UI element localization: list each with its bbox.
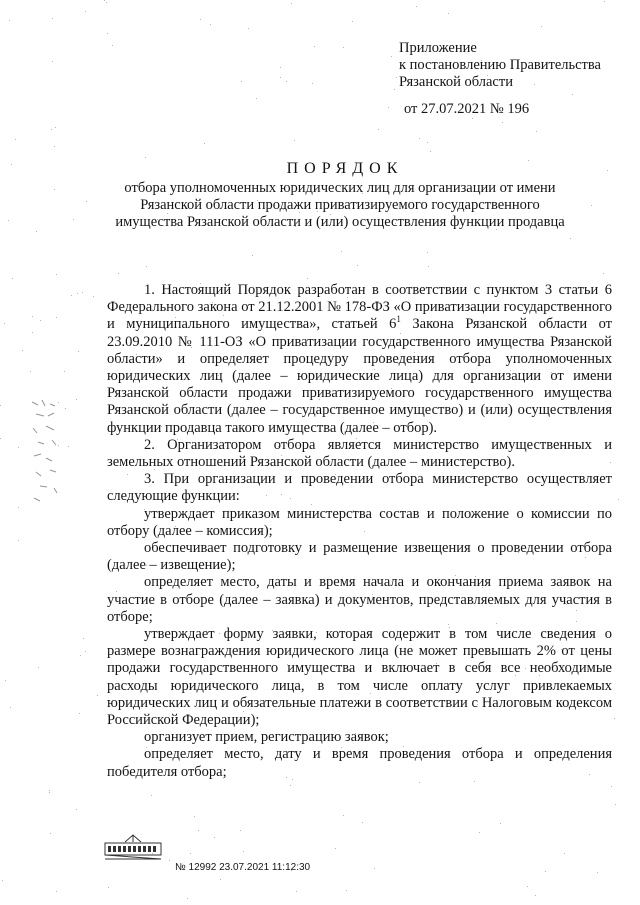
noise-dot xyxy=(0,405,1,406)
noise-dot xyxy=(85,651,86,652)
noise-dot xyxy=(307,278,308,279)
noise-dot xyxy=(108,887,109,888)
noise-dot xyxy=(169,860,170,861)
noise-dot xyxy=(570,238,571,239)
noise-dot xyxy=(294,140,295,141)
noise-dot xyxy=(68,446,69,447)
paragraph-1: 1. Настоящий Порядок разработан в соответствии с пунктом 3 статьи 6 Федерального закона от 21.12.2001 № 178-ФЗ «О приватизации государственного и муниципального имущества», статьей $6^1$ Закона Рязанской области от 23.09.2010 № 111-ОЗ «О приватизации государственного имущества Рязанской области» и определяет процедуру проведения отбора уполномоченных юридических лиц (далее – юридические лица) для организации от имени Рязанской области продажи приватизируемого государственного имущества Рязанской области (далее – государственное имущество) и (или) осуществления функции продавца такого имущества (далее – отбор). xyxy=(107,282,612,436)
noise-dot xyxy=(200,19,201,20)
noise-dot xyxy=(479,832,480,833)
noise-dot xyxy=(15,139,16,140)
noise-dot xyxy=(73,219,74,220)
noise-dot xyxy=(187,898,188,899)
noise-dot xyxy=(248,28,249,29)
noise-dot xyxy=(527,886,528,887)
noise-dot xyxy=(86,201,87,202)
noise-dot xyxy=(8,220,9,221)
document-body xyxy=(107,282,612,781)
noise-dot xyxy=(145,157,146,158)
noise-dot xyxy=(280,77,281,78)
paragraph-2: 2. Организатором отбора является министерство имущественных и земельных отношений Рязанской области (далее – министерство). xyxy=(107,436,612,471)
noise-dot xyxy=(343,815,344,816)
noise-dot xyxy=(611,786,612,787)
noise-dot xyxy=(190,853,191,854)
noise-dot xyxy=(198,830,199,831)
superscript: 1 xyxy=(396,314,401,325)
document-title: ПОРЯДОК xyxy=(286,160,404,177)
noise-dot xyxy=(430,151,431,152)
noise-dot xyxy=(5,680,6,681)
noise-dot xyxy=(104,0,105,1)
noise-dot xyxy=(597,872,598,873)
noise-dot xyxy=(97,695,98,696)
appendix-line-3: Рязанской области xyxy=(399,74,513,90)
noise-dot xyxy=(51,129,52,130)
noise-dot xyxy=(77,293,78,294)
noise-dot xyxy=(396,77,397,78)
noise-dot xyxy=(374,868,375,869)
noise-dot xyxy=(448,13,449,14)
noise-dot xyxy=(18,507,19,508)
noise-dot xyxy=(71,295,72,296)
list-item: утверждает приказом министерства состав и положение о комиссии по отбору (далее – комиссия); xyxy=(107,505,612,539)
noise-dot xyxy=(536,131,537,132)
noise-dot xyxy=(291,3,292,4)
noise-dot xyxy=(362,822,363,823)
noise-dot xyxy=(2,880,3,881)
noise-dot xyxy=(10,707,11,708)
noise-dot xyxy=(76,399,77,400)
noise-dot xyxy=(286,81,287,82)
noise-dot xyxy=(83,638,84,639)
noise-dot xyxy=(357,265,358,266)
paragraph-3: 3. При организации и проведении отбора министерство осуществляет следующие функции: xyxy=(107,471,612,505)
noise-dot xyxy=(335,848,336,849)
list-item: утверждает форму заявки, которая содержит в том числе сведения о размере вознаграждения юридического лица (не может превышать 2% от цены продажи государственного имущества и включает в себя все необходимые расходы юридического лица, в том числе оплату услуг привлекаемых юридических лиц и обязательные платежи в соответствии с Налоговым кодексом Российской Федерации); xyxy=(107,626,612,729)
noise-dot xyxy=(220,879,221,880)
noise-dot xyxy=(615,804,616,805)
noise-dot xyxy=(52,18,53,19)
noise-dot xyxy=(591,205,592,206)
noise-dot xyxy=(64,371,65,372)
noise-dot xyxy=(151,795,152,796)
noise-dot xyxy=(76,809,77,810)
noise-dot xyxy=(545,871,546,872)
noise-dot xyxy=(55,127,56,128)
appendix-block xyxy=(399,40,601,118)
noise-dot xyxy=(474,781,475,782)
noise-dot xyxy=(541,26,542,27)
noise-dot xyxy=(427,252,428,253)
noise-dot xyxy=(32,332,33,333)
noise-dot xyxy=(290,785,291,786)
document-subtitle: отбора уполномоченных юридических лиц для организации от имени Рязанской области продажи приватизируемого государственного имущества Рязанской области и (или) осуществления функции продавца xyxy=(115,180,565,230)
noise-dot xyxy=(502,122,503,123)
noise-dot xyxy=(427,142,428,143)
noise-dot xyxy=(56,317,57,318)
noise-dot xyxy=(535,895,536,896)
noise-dot xyxy=(49,790,50,791)
noise-dot xyxy=(40,320,41,321)
noise-dot xyxy=(204,143,205,144)
noise-dot xyxy=(4,323,5,324)
noise-dot xyxy=(194,816,195,817)
noise-dot xyxy=(419,782,420,783)
registration-stamp: № 12992 23.07.2021 11:12:30 xyxy=(175,862,311,873)
noise-dot xyxy=(241,81,242,82)
noise-dot xyxy=(36,231,37,232)
noise-dot xyxy=(56,891,57,892)
noise-dot xyxy=(346,890,347,891)
noise-dot xyxy=(614,718,615,719)
appendix-line-2: к постановлению Правительства xyxy=(399,57,601,73)
noise-dot xyxy=(32,316,33,317)
noise-dot xyxy=(391,56,392,57)
noise-dot xyxy=(314,46,315,47)
noise-dot xyxy=(312,83,313,84)
list-item: организует прием, регистрацию заявок; xyxy=(144,729,389,746)
noise-dot xyxy=(79,713,80,714)
noise-dot xyxy=(280,67,281,68)
noise-dot xyxy=(603,273,604,274)
noise-dot xyxy=(30,371,31,372)
noise-dot xyxy=(78,351,79,352)
noise-dot xyxy=(12,278,13,279)
noise-dot xyxy=(18,540,19,541)
noise-dot xyxy=(256,98,257,99)
noise-dot xyxy=(378,129,379,130)
noise-dot xyxy=(428,266,429,267)
noise-dot xyxy=(419,138,420,139)
noise-dot xyxy=(22,350,23,351)
noise-dot xyxy=(118,273,119,274)
noise-dot xyxy=(52,61,53,62)
noise-dot xyxy=(252,255,253,256)
noise-dot xyxy=(240,830,241,831)
noise-dot xyxy=(341,251,342,252)
noise-dot xyxy=(106,2,107,3)
noise-dot xyxy=(146,266,147,267)
noise-dot xyxy=(38,667,39,668)
noise-dot xyxy=(388,107,389,108)
appendix-line-1: Приложение xyxy=(399,40,477,56)
noise-dot xyxy=(56,274,57,275)
noise-dot xyxy=(82,292,83,293)
list-item: определяет место, дату и время проведения отбора и определения победителя отбора; xyxy=(107,746,612,780)
noise-dot xyxy=(500,823,501,824)
noise-dot xyxy=(93,296,94,297)
noise-dot xyxy=(296,891,297,892)
noise-dot xyxy=(564,853,565,854)
noise-dot xyxy=(243,851,244,852)
list-item: определяет место, даты и время начала и окончания приема заявок на участие в отборе (далее – заявка) и документов, представляемых для участия в отборе; xyxy=(107,574,612,625)
margin-scan-mark xyxy=(28,398,68,508)
noise-dot xyxy=(107,33,108,34)
noise-dot xyxy=(0,438,1,439)
noise-dot xyxy=(604,1,605,2)
noise-dot xyxy=(54,146,55,147)
noise-dot xyxy=(112,45,113,46)
noise-dot xyxy=(343,47,344,48)
appendix-date: от 27.07.2021 № 196 xyxy=(404,101,530,117)
noise-dot xyxy=(214,837,215,838)
noise-dot xyxy=(50,833,51,834)
noise-dot xyxy=(80,655,81,656)
noise-dot xyxy=(416,6,417,7)
noise-dot xyxy=(210,24,211,25)
noise-dot xyxy=(18,447,19,448)
noise-dot xyxy=(394,89,395,90)
noise-dot xyxy=(352,21,353,22)
list-item: обеспечивает подготовку и размещение извещения о проведении отбора (далее – извещение); xyxy=(107,540,612,574)
noise-dot xyxy=(618,499,619,500)
noise-dot xyxy=(9,20,10,21)
noise-dot xyxy=(472,118,473,119)
noise-dot xyxy=(85,11,86,12)
noise-dot xyxy=(49,792,50,793)
noise-dot xyxy=(54,189,55,190)
registry-logo-icon xyxy=(103,833,163,865)
